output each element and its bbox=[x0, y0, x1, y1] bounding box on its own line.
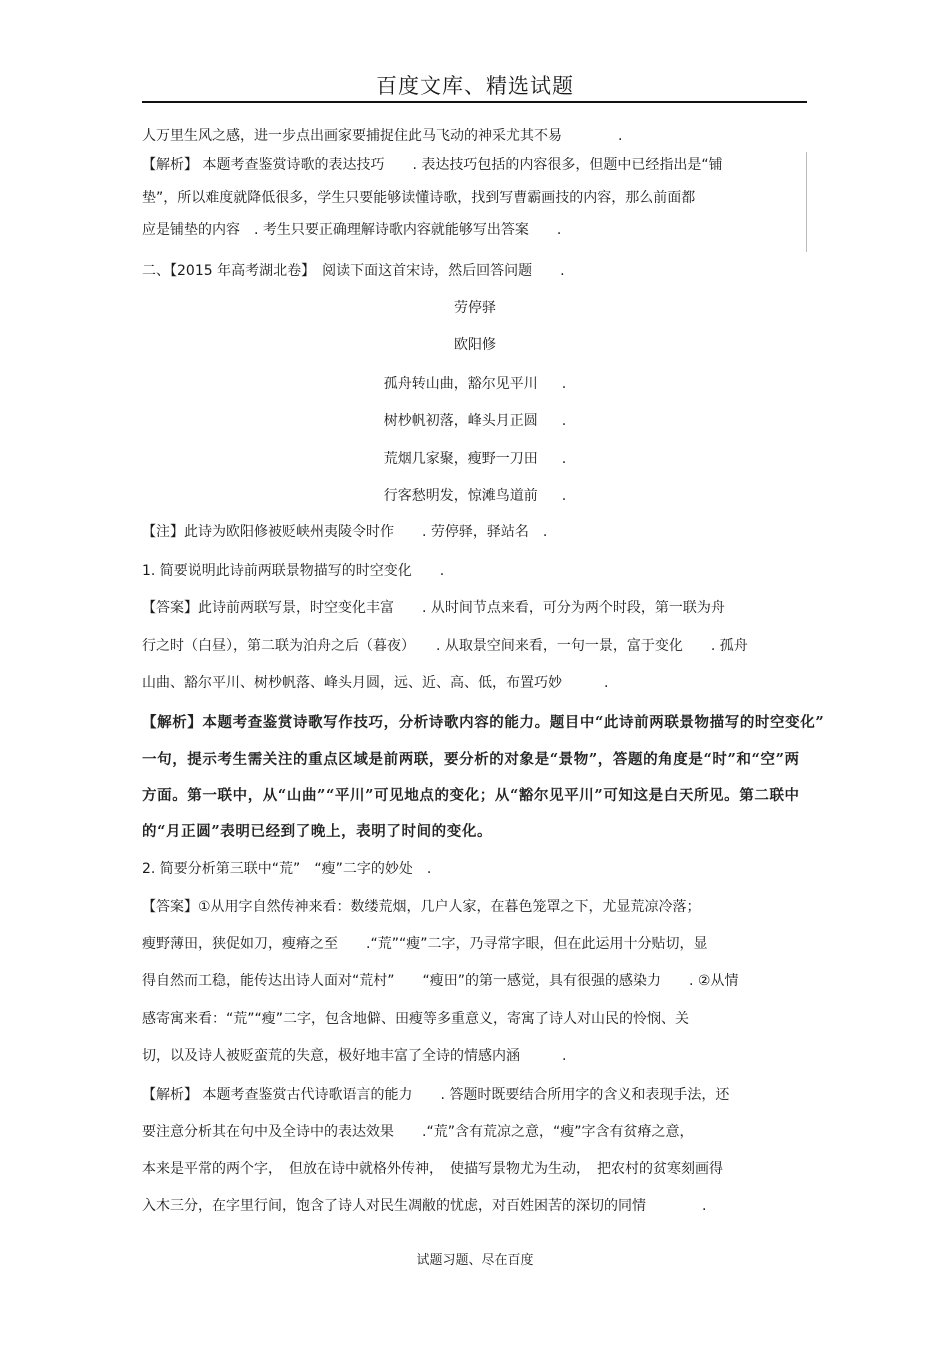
poem-verse bbox=[0, 486, 950, 506]
page-header-title: 百度文库、精选试题 bbox=[376, 74, 574, 98]
explanation-2-line: 本来是平常的两个字， 但放在诗中就格外传神， 使描写景物尤为生动， 把农村的贫寒刻画得 bbox=[142, 1161, 723, 1177]
poem-verse-text: 孤舟转山曲，豁尔见平川 bbox=[383, 376, 538, 392]
text-line: 应是铺垫的内容 . 考生只要正确理解诗歌内容就能够写出答案 . bbox=[142, 222, 562, 238]
verse-period: . bbox=[561, 413, 567, 429]
explanation-2-line: 【解析】 本题考查鉴赏古代诗歌语言的能力 . 答题时既要结合所用字的含义和表现手法，还 bbox=[142, 1087, 730, 1103]
answer-2-line: 感寄寓来看：“荒”“瘦”二字，包含地僻、田瘦等多重意义，寄寓了诗人对山民的怜悯、关 bbox=[142, 1011, 690, 1027]
margin-rule bbox=[806, 152, 807, 252]
question-intro: 二、【2015 年高考湖北卷】 阅读下面这首宋诗，然后回答问题 . bbox=[142, 263, 565, 279]
answer-1-line: 【答案】此诗前两联写景，时空变化丰富 . 从时间节点来看，可分为两个时段，第一联为舟 bbox=[142, 600, 725, 616]
page-footer: 试题习题、尽在百度 bbox=[416, 1253, 534, 1268]
poem-verse bbox=[0, 374, 950, 394]
poem-note: 【注】此诗为欧阳修被贬峡州夷陵令时作 . 劳停驿，驿站名 . bbox=[142, 524, 548, 540]
answer-2-line: 【答案】①从用字自然传神来看：数缕荒烟，几户人家，在暮色笼罩之下，尤显荒凉冷落； bbox=[142, 899, 701, 915]
answer-2-line: 得自然而工稳，能传达出诗人面对“荒村” “瘦田”的第一感觉，具有很强的感染力 . ②从情 bbox=[142, 973, 739, 989]
answer-1-line: 行之时（白昼），第二联为泊舟之后（暮夜） . 从取景空间来看，一句一景，富于变化 . 孤舟 bbox=[142, 638, 748, 654]
explanation-2-line: 入木三分，在字里行间，饱含了诗人对民生凋敝的忧虑，对百姓困苦的深切的同情 . bbox=[142, 1198, 707, 1214]
verse-period: . bbox=[561, 376, 567, 392]
answer-2-line: 切，以及诗人被贬蛮荒的失意，极好地丰富了全诗的情感内涵 . bbox=[142, 1048, 567, 1064]
poem-verse-text: 荒烟几家聚，瘦野一刀田 bbox=[383, 451, 538, 467]
analysis-bold-line: 【解析】本题考查鉴赏诗歌写作技巧，分析诗歌内容的能力。题目中“此诗前两联景物描写的时空变化” bbox=[142, 714, 825, 731]
answer-2-line: 瘦野薄田，狭促如刀，瘦瘠之至 .“荒”“瘦”二字，乃寻常字眼，但在此运用十分贴切，显 bbox=[142, 936, 708, 952]
analysis-bold-line: 一句，提示考生需关注的重点区域是前两联，要分析的对象是“景物”，答题的角度是“时”和“空”两 bbox=[142, 751, 800, 768]
explanation-2-line: 要注意分析其在句中及全诗中的表达效果 .“荒”含有荒凉之意，“瘦”字含有贫瘠之意， bbox=[142, 1124, 694, 1140]
poem-title: 劳停驿 bbox=[454, 300, 496, 316]
verse-period: . bbox=[561, 488, 567, 504]
text-line: 【解析】 本题考查鉴赏诗歌的表达技巧 . 表达技巧包括的内容很多，但题中已经指出是“铺 bbox=[142, 157, 723, 173]
poem-verse-text: 行客愁明发，惊滩鸟道前 bbox=[383, 488, 538, 504]
header-divider bbox=[142, 101, 807, 103]
question-1: 1. 简要说明此诗前两联景物描写的时空变化 . bbox=[142, 563, 445, 579]
poem-verse bbox=[0, 411, 950, 431]
analysis-bold-line: 方面。第一联中，从“山曲”“平川”可见地点的变化；从“豁尔见平川”可知这是白天所见。第二联中 bbox=[142, 787, 800, 804]
poem-verse-text: 树杪帆初落，峰头月正圆 bbox=[383, 413, 538, 429]
answer-1-line: 山曲、豁尔平川、树杪帆落、峰头月圆，远、近、高、低，布置巧妙 . bbox=[142, 675, 609, 691]
text-line: 垫”，所以难度就降低很多，学生只要能够读懂诗歌，找到写曹霸画技的内容，那么前面都 bbox=[142, 190, 696, 206]
text-line: 人万里生风之感，进一步点出画家要捕捉住此马飞动的神采尤其不易 . bbox=[142, 128, 623, 144]
poem-author: 欧阳修 bbox=[454, 337, 496, 353]
question-2: 2. 简要分析第三联中“荒” “瘦”二字的妙处 . bbox=[142, 861, 432, 877]
analysis-bold-line: 的“月正圆”表明已经到了晚上，表明了时间的变化。 bbox=[142, 823, 493, 840]
poem-verse bbox=[0, 449, 950, 469]
verse-period: . bbox=[561, 451, 567, 467]
